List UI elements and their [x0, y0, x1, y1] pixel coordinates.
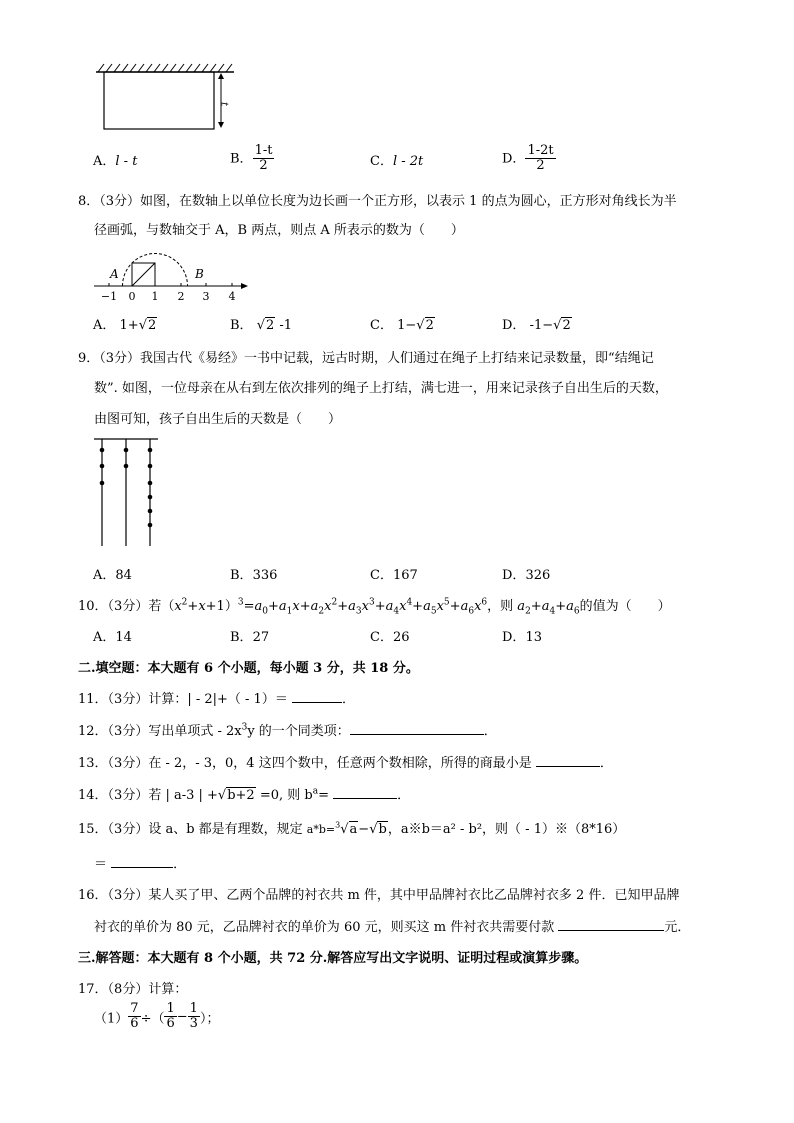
q9-option-a: A．84: [93, 568, 132, 583]
tick-label: 3: [202, 290, 210, 302]
q9-option-b: B．336: [230, 568, 278, 583]
q8-option-d: D． -1−√2: [502, 318, 571, 333]
tick-label: −1: [100, 290, 118, 302]
q16-stem-line2: 衬衣的单价为 80 元，乙品牌衬衣的单价为 60 元，则买这 m 件衬衣共需要付款 元．: [94, 920, 691, 935]
q14-answer-blank[interactable]: [333, 786, 397, 799]
q7-option-b: B． $\frac{1-t}{2}$: [230, 143, 273, 174]
q9-stem-line2: 数”. 如图，一位母亲在从右到左依次排列的绳子上打结，满七进一，用来记录孩子自出生后的天数，: [94, 381, 668, 396]
q9-option-c: C．167: [370, 568, 418, 583]
q8-stem-line2: 径画弧，与数轴交于 A，B 两点，则点 A 所表示的数为（ ）: [94, 223, 464, 238]
q17-part1: （1） $\frac{7}{6}$ ÷（ $\frac{1}{6}$ − $\frac{1}{3}$ ）；: [94, 1001, 220, 1032]
q7-option-d: D． $\frac{1-2t}{2}$: [502, 143, 554, 174]
q15-stem-line2: ＝ ．: [94, 857, 187, 872]
q12-answer-blank[interactable]: [350, 722, 484, 735]
tick-label: 2: [177, 290, 185, 302]
q8-point-a-label: A: [110, 267, 119, 281]
q15-answer-blank[interactable]: [111, 855, 173, 868]
q10-option-a: A．14: [93, 630, 132, 645]
q9-knot-rope-figure: [92, 436, 162, 548]
q11-stem: 11．（3分）计算：| - 2|+（ - 1）＝ ．: [78, 692, 355, 707]
section-3-heading: 三.解答题：本大题有 8 个小题，共 72 分.解答应写出文字说明、证明过程或演算步骤。: [78, 951, 588, 966]
q7-figure: [94, 60, 244, 140]
tick-label: 4: [228, 290, 236, 302]
q10-option-b: B．27: [230, 630, 270, 645]
q16-stem-line1: 16．（3分）某人买了甲、乙两个品牌的衬衣共 m 件，其中甲品牌衬衣比乙品牌衬衣多 2 件．已知甲品牌: [78, 888, 680, 903]
tick-label: 0: [128, 290, 136, 302]
q10-option-c: C．26: [370, 630, 410, 645]
q8-point-b-label: B: [195, 267, 204, 281]
q8-number-line-figure: [92, 248, 252, 302]
q10-option-d: D．13: [502, 630, 542, 645]
q9-option-d: D．326: [502, 568, 551, 583]
q8-stem-line1: 8．（3分）如图，在数轴上以单位长度为边长画一个正方形，以表示 1 的点为圆心，正方形对角线长为半: [78, 194, 677, 209]
q11-answer-blank[interactable]: [292, 690, 342, 703]
q7-option-c: C．l - 2t: [370, 154, 424, 169]
q16-answer-blank[interactable]: [558, 918, 664, 931]
tick-label: 1: [151, 290, 159, 302]
q8-option-b: B． √2 -1: [230, 318, 293, 333]
q7-option-a: A．l - t: [93, 154, 138, 169]
q10-stem: 10．（3分）若$(x^2+x+1)^3=a_0+a_1x+a_2x^2+a_3x^3+a_4x^4+a_5x^5+a_6x^6$，则 $a_2+a_4+a_6$的值为（ ）: [78, 597, 671, 617]
q7-t-label: t: [218, 102, 229, 107]
q8-option-c: C． 1−√2: [370, 318, 434, 333]
q12-stem: 12．（3分）写出单项式 - $2x^3y$ 的一个同类项： ．: [78, 722, 497, 739]
q9-stem-line3: 由图可知，孩子自出生后的天数是（ ）: [94, 412, 342, 427]
q17-title: 17．（8分）计算：: [78, 982, 188, 997]
q9-stem-line1: 9．（3分）我国古代《易经》一书中记载，远古时期，人们通过在绳子上打结来记录数量，即“结绳记: [78, 351, 654, 366]
q14-stem: 14．（3分）若 | a-3 | +√b+2 =0, 则 $b^a=$ ．: [78, 786, 411, 803]
section-2-heading: 二.填空题：本大题有 6 个小题，每小题 3 分，共 18 分。: [78, 661, 419, 676]
q15-stem-line1: 15．（3分）设 a、b 都是有理数，规定 a*b=$^3$√a−√b，a※b＝a² - b²，则（ - 1）※（8*16）: [78, 820, 626, 837]
q8-option-a: A． 1+√2: [93, 318, 157, 333]
q13-answer-blank[interactable]: [536, 754, 600, 767]
q13-stem: 13．（3分）在 - 2，- 3，0，4 这四个数中，任意两个数相除，所得的商最小是 ．: [78, 756, 613, 771]
